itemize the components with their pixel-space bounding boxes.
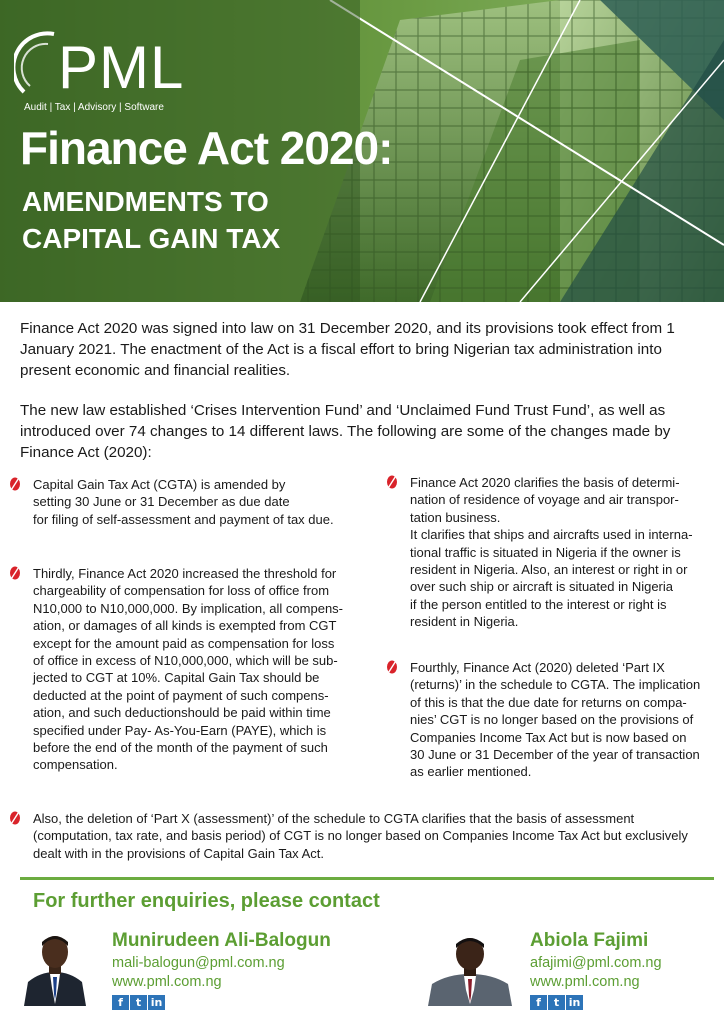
bullet-residence-voyage [410, 474, 720, 631]
logo-text: PML [58, 34, 185, 101]
hero-banner [0, 0, 724, 302]
linkedin-icon[interactable]: in [566, 995, 583, 1010]
avatar [428, 930, 512, 1006]
facebook-icon[interactable]: f [112, 995, 129, 1010]
linkedin-icon[interactable]: in [148, 995, 165, 1010]
twitter-icon[interactable]: t [548, 995, 565, 1010]
contact-heading: For further enquiries, please contact [33, 890, 380, 912]
contact-email-link[interactable]: mali-balogun@pml.com.ng [112, 955, 285, 971]
intro-paragraph-1: Finance Act 2020 was signed into law on 31 December 2020, and its provisions took effect from 1 January 2021. The enactment of the Act is a fiscal effort to bring Nigerian tax administration into present economic and financial realities. [20, 320, 675, 379]
intro-paragraph-2: The new law established ‘Crises Intervention Fund’ and ‘Unclaimed Fund Trust Fund’, as well as introduced over 74 changes to 14 different laws. The following are some of the changes made by Finance Act (2020): [20, 402, 671, 461]
section-divider [20, 877, 714, 880]
contact-name: Abiola Fajimi [530, 930, 649, 951]
contact-card [428, 926, 718, 1024]
bullet-leaf-icon [9, 811, 21, 825]
twitter-icon[interactable]: t [130, 995, 147, 1010]
contact-website-link[interactable]: www.pml.com.ng [530, 974, 640, 990]
bullet-leaf-icon [9, 477, 21, 491]
contact-card [20, 926, 340, 1024]
bullet-text: Thirdly, Finance Act 2020 increased the threshold for chargeability of compensation for loss of office from N10,000 to N10,000,000. By implication, all compens- ation, or damages of all kinds is exempted from CGT except for the amount paid as compensation for loss of office in excess of N10,000,000, which will be sub- jected to CGT at 10%. Capital Gain Tax should be deducted at the point of payment of such compens- ation, and such deductionshould be paid within time specified under Pay- As-You-Earn (PAYE), which is before the end of the month of the payment of such compensation. [33, 566, 344, 773]
facebook-icon[interactable]: f [530, 995, 547, 1010]
social-links [112, 995, 165, 1010]
page-title: Finance Act 2020: [20, 122, 393, 174]
bullet-leaf-icon [386, 475, 398, 489]
bullet-leaf-icon [386, 660, 398, 674]
pml-logo [14, 30, 214, 116]
bullet-text: Finance Act 2020 clarifies the basis of determi- nation of residence of voyage and air transpor- tation business. It clarifies that ships and aircrafts used in interna- tional traffic is situated in Nigeria if the owner is resident in Nigeria. Also, an interest or right in or over such ship or aircraft is situated in Nigeria if the person entitled to the interest or right is resident in Nigeria. [410, 475, 693, 630]
bullet-leaf-icon [9, 566, 21, 580]
bullet-text: Capital Gain Tax Act (CGTA) is amended by setting 30 June or 31 December as due date for filing of self-assessment and payment of tax due. [33, 477, 334, 527]
bullet-loss-of-office [33, 565, 363, 774]
contact-email-link[interactable]: afajimi@pml.com.ng [530, 955, 662, 971]
bullet-text: Fourthly, Finance Act (2020) deleted ‘Part IX (returns)’ in the schedule to CGTA. The implication of this is that the due date for returns on compa- nies’ CGT is no longer based on the provisions of Companies Income Tax Act but is now based on 30 June or 31 December of the year of transaction as earlier mentioned. [410, 660, 701, 780]
bullet-part-ix-deleted [410, 659, 720, 781]
bullet-text: Also, the deletion of ‘Part X (assessment)’ of the schedule to CGTA clarifies that the basis of assessment (computation, tax rate, and basis period) of CGT is no longer based on Companies Income Tax Act but exclusively dealt with in the provisions of Capital Gain Tax Act. [33, 811, 688, 861]
bullet-part-x-deleted [33, 810, 723, 862]
logo-tagline: Audit | Tax | Advisory | Software [24, 102, 164, 113]
social-links [530, 995, 583, 1010]
contact-name: Munirudeen Ali-Balogun [112, 930, 331, 951]
contact-website-link[interactable]: www.pml.com.ng [112, 974, 222, 990]
bullet-capital-gain-due-date [33, 476, 363, 528]
page-subtitle: AMENDMENTS TO CAPITAL GAIN TAX [22, 186, 281, 254]
avatar [20, 930, 90, 1006]
